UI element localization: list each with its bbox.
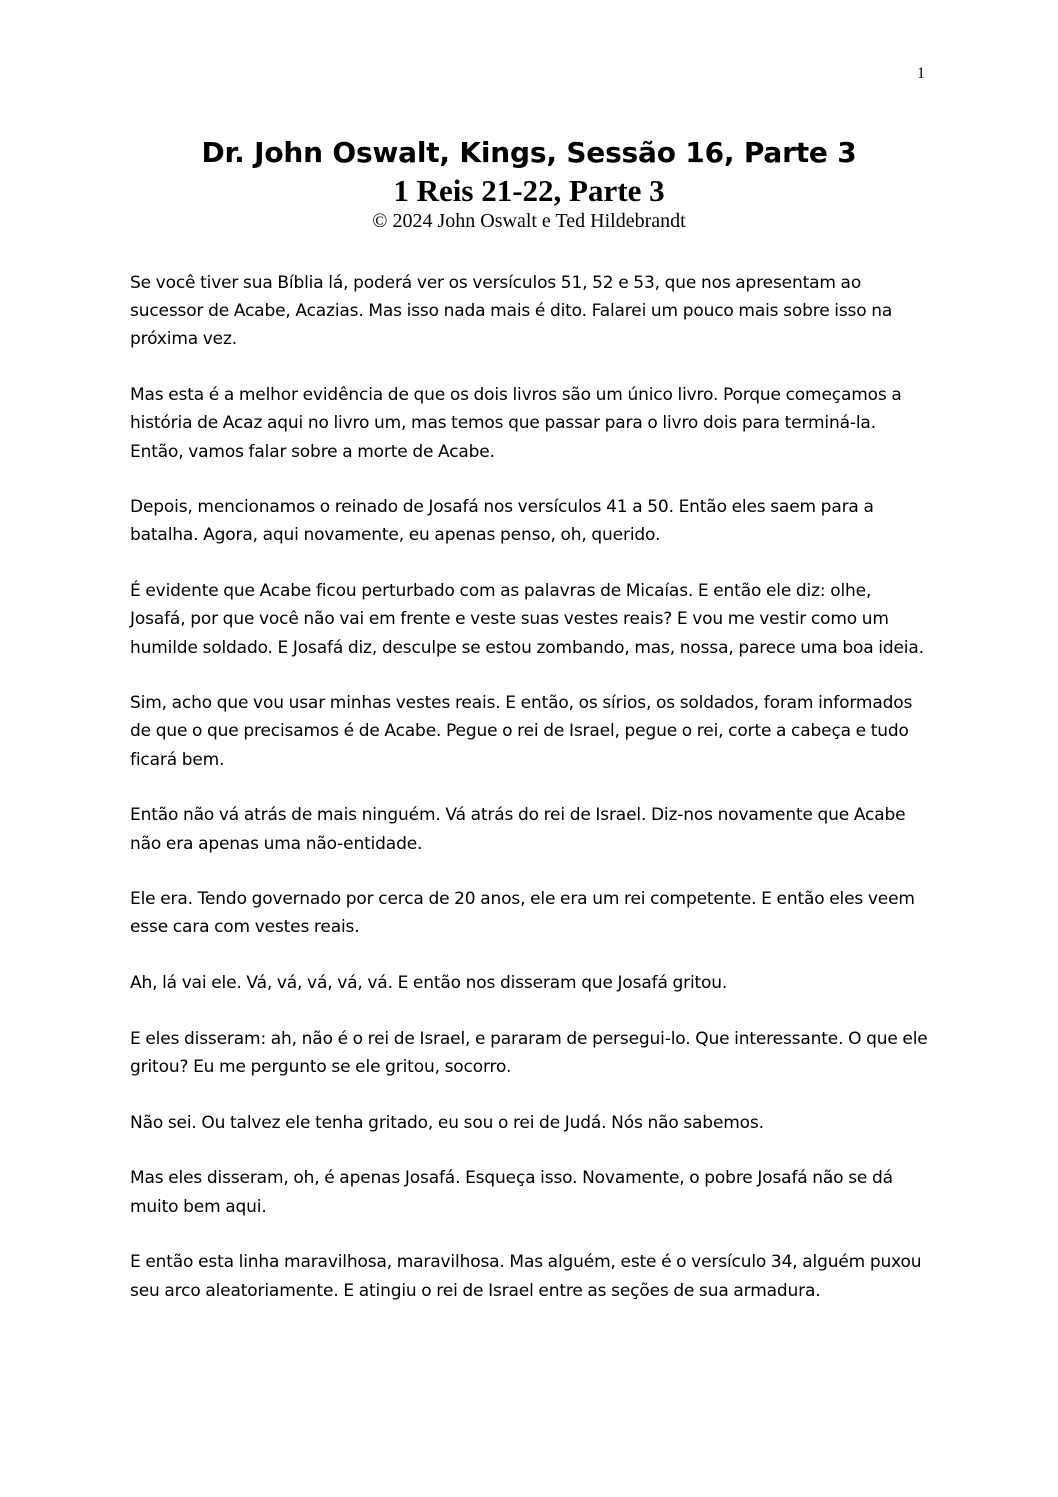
paragraph: Então não vá atrás de mais ninguém. Vá atrás do rei de Israel. Diz-nos novamente que Acabe não era apenas uma não-entidade. (130, 805, 906, 854)
paragraph: E eles disseram: ah, não é o rei de Israel, e pararam de persegui-lo. Que interessante. O que ele gritou? Eu me pergunto se ele gritou, socorro. (130, 1028, 928, 1078)
page-number: 1 (917, 65, 925, 82)
document-header (0, 134, 1058, 232)
paragraph: E então esta linha maravilhosa, maravilhosa. Mas alguém, este é o versículo 34, alguém puxou seu arco aleatoriamente. E atingiu o rei de Israel entre as seções de sua armadura. (130, 1252, 922, 1301)
document-subtitle: 1 Reis 21-22, Parte 3 (393, 173, 665, 208)
copyright-notice: © 2024 John Oswalt e Ted Hildebrandt (372, 210, 686, 232)
paragraph: Depois, mencionamos o reinado de Josafá nos versículos 41 a 50. Então eles saem para a batalha. Agora, aqui novamente, eu apenas penso, oh, querido. (130, 497, 874, 546)
paragraph: Sim, acho que vou usar minhas vestes reais. E então, os sírios, os soldados, foram informados de que o que precisamos é de Acabe. Pegue o rei de Israel, pegue o rei, corte a cabeça e tudo ficará bem. (130, 693, 913, 770)
document-body (130, 269, 930, 1332)
paragraph: Mas eles disseram, oh, é apenas Josafá. Esqueça isso. Novamente, o pobre Josafá não se dá muito bem aqui. (130, 1168, 893, 1217)
paragraph: Mas esta é a melhor evidência de que os dois livros são um único livro. Porque começamos a história de Acaz aqui no livro um, mas temos que passar para o livro dois para terminá-la. Então, vamos falar sobre a morte de Acabe. (130, 385, 902, 462)
paragraph: É evidente que Acabe ficou perturbado com as palavras de Micaías. E então ele diz: olhe, Josafá, por que você não vai em frente e veste suas vestes reais? E vou me vestir como um humilde soldado. E Josafá diz, desculpe se estou zombando, mas, nossa, parece uma boa ideia. (130, 581, 924, 658)
document-title: Dr. John Oswalt, Kings, Sessão 16, Parte 3 (201, 136, 857, 169)
paragraph: Se você tiver sua Bíblia lá, poderá ver os versículos 51, 52 e 53, que nos apresentam ao sucessor de Acabe, Acazias. Mas isso nada mais é dito. Falarei um pouco mais sobre isso na próxima vez. (130, 273, 893, 350)
paragraph: Ele era. Tendo governado por cerca de 20 anos, ele era um rei competente. E então eles veem esse cara com vestes reais. (130, 889, 915, 938)
paragraph: Não sei. Ou talvez ele tenha gritado, eu sou o rei de Judá. Nós não sabemos. (130, 1112, 764, 1133)
paragraph: Ah, lá vai ele. Vá, vá, vá, vá, vá. E então nos disseram que Josafá gritou. (130, 973, 728, 994)
